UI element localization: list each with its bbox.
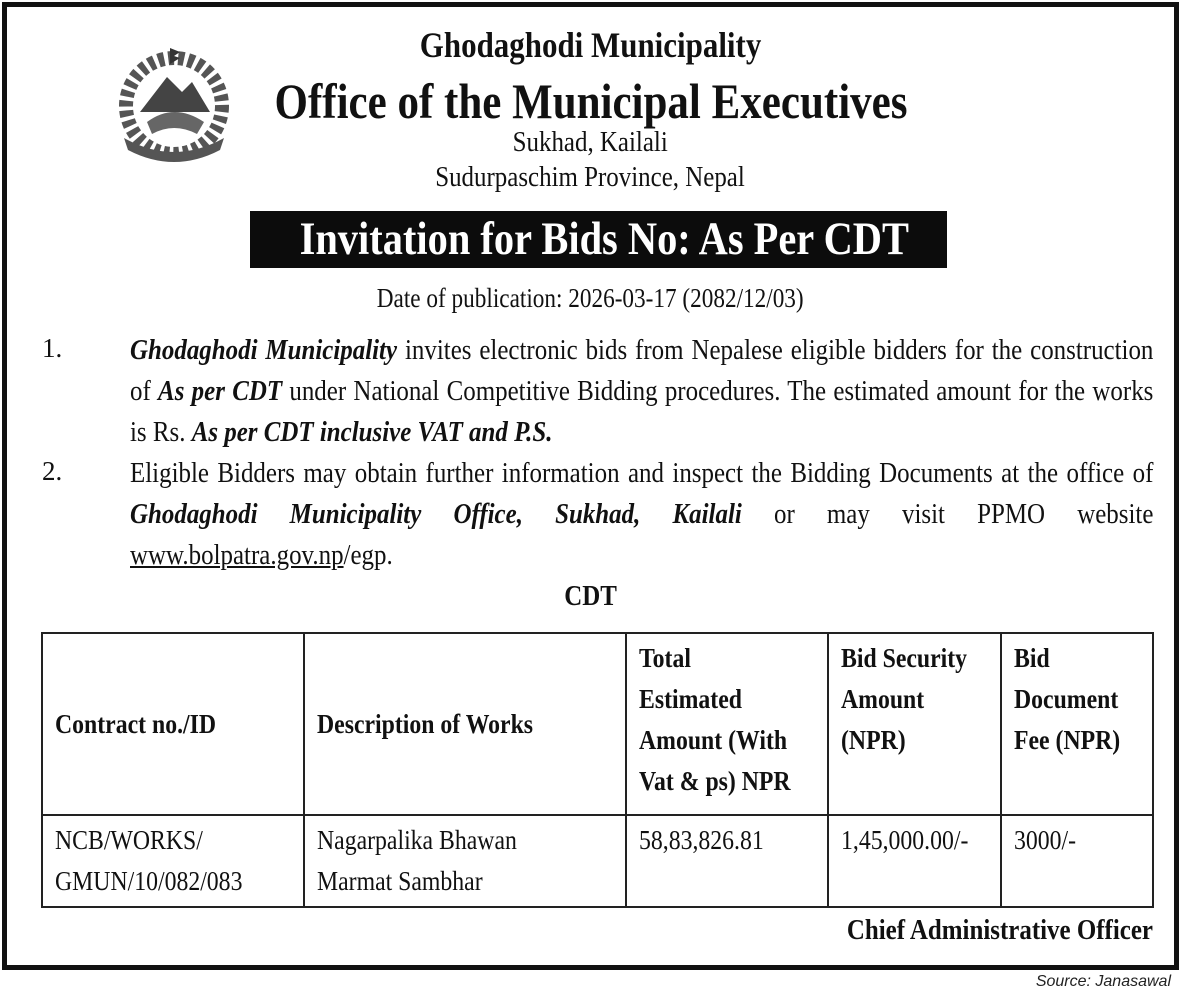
table-header-row — [42, 633, 1153, 815]
header-document-fee: Bid Document Fee (NPR) — [1001, 633, 1153, 815]
cell-document-fee: 3000/- — [1001, 815, 1153, 907]
header-estimated-amount: Total Estimated Amount (With Vat & ps) NPR — [626, 633, 828, 815]
table-title: CDT — [564, 580, 617, 612]
ppmo-website-link[interactable]: www.bolpatra.gov.np — [130, 539, 344, 571]
header-bid-security: Bid Security Amount (NPR) — [828, 633, 1001, 815]
signatory-title: Chief Administrative Officer — [846, 914, 1153, 946]
notice-banner — [250, 211, 947, 268]
cell-contract-id: NCB/WORKS/ GMUN/10/082/083 — [42, 815, 304, 907]
paragraph-number: 1. — [42, 333, 63, 363]
text: /egp. — [343, 539, 393, 571]
publication-date: Date of publication: 2026-03-17 (2082/12/03) — [377, 283, 804, 313]
text-bold: Ghodaghodi Municipality Office, Sukhad, Kailali — [130, 498, 742, 530]
text: or may visit PPMO website — [741, 498, 1154, 530]
header-description: Description of Works — [304, 633, 626, 815]
paragraph-2 — [130, 453, 1153, 576]
cell-bid-security: 1,45,000.00/- — [828, 815, 1001, 907]
banner-text: Invitation for Bids No: As Per CDT — [299, 213, 909, 265]
text: Eligible Bidders may obtain further information and inspect the Bidding Documents at the office of — [130, 457, 1154, 489]
text-bold: As per CDT inclusive VAT and P.S. — [191, 416, 553, 448]
bid-table — [41, 632, 1154, 908]
text-bold: Ghodaghodi Municipality — [130, 334, 398, 366]
municipality-name: Ghodaghodi Municipality — [419, 25, 762, 65]
paragraph-number: 2. — [42, 456, 63, 486]
text-bold: As per CDT — [158, 375, 283, 407]
cell-estimated-amount: 58,83,826.81 — [626, 815, 828, 907]
cell-description: Nagarpalika Bhawan Marmat Sambhar — [304, 815, 626, 907]
table-row — [42, 815, 1153, 907]
source-credit: Source: Janasawal — [1035, 973, 1171, 990]
paragraph-1 — [130, 330, 1153, 453]
address-line-1: Sukhad, Kailali — [512, 126, 669, 158]
text: invites electronic bids from Nepalese eligible bidders for the construction of — [130, 334, 1154, 407]
address-line-2: Sudurpaschim Province, Nepal — [435, 161, 746, 193]
text: under National Competitive Bidding procedures. The estimated amount for the works is Rs. — [130, 375, 1154, 448]
office-title: Office of the Municipal Executives — [274, 73, 907, 129]
header-contract-id: Contract no./ID — [42, 633, 304, 815]
